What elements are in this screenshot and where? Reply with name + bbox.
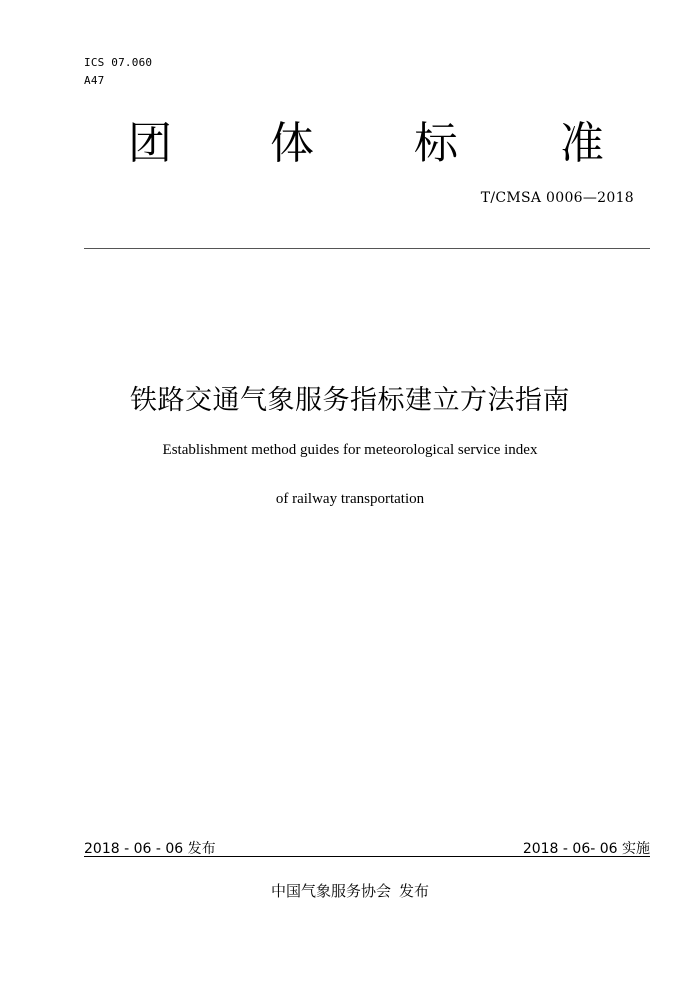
standard-type-title	[84, 112, 654, 176]
publisher	[0, 880, 700, 901]
title-char: 团	[128, 118, 172, 169]
title-char: 标	[414, 118, 458, 169]
document-title-cn: 铁路交通气象服务指标建立方法指南	[130, 385, 570, 416]
document-title-en-line1: Establishment method guides for meteorological service index	[162, 442, 538, 458]
document-title-en-line2: of railway transportation	[275, 491, 425, 507]
publisher-org: 中国气象服务协会	[270, 882, 391, 900]
standard-code: T/CMSA 0006—2018	[480, 190, 634, 206]
header-divider	[84, 248, 650, 249]
issue-date: 2018 - 06 - 06 发布	[84, 841, 216, 857]
title-char: 准	[560, 118, 604, 169]
implementation-date: 2018 - 06- 06 实施	[522, 841, 650, 857]
ics-code: ICS 07.060	[84, 56, 153, 69]
publisher-action: 发布	[399, 882, 430, 900]
classification-code: A47	[84, 74, 105, 87]
footer-divider	[84, 856, 650, 857]
title-char: 体	[270, 118, 314, 169]
